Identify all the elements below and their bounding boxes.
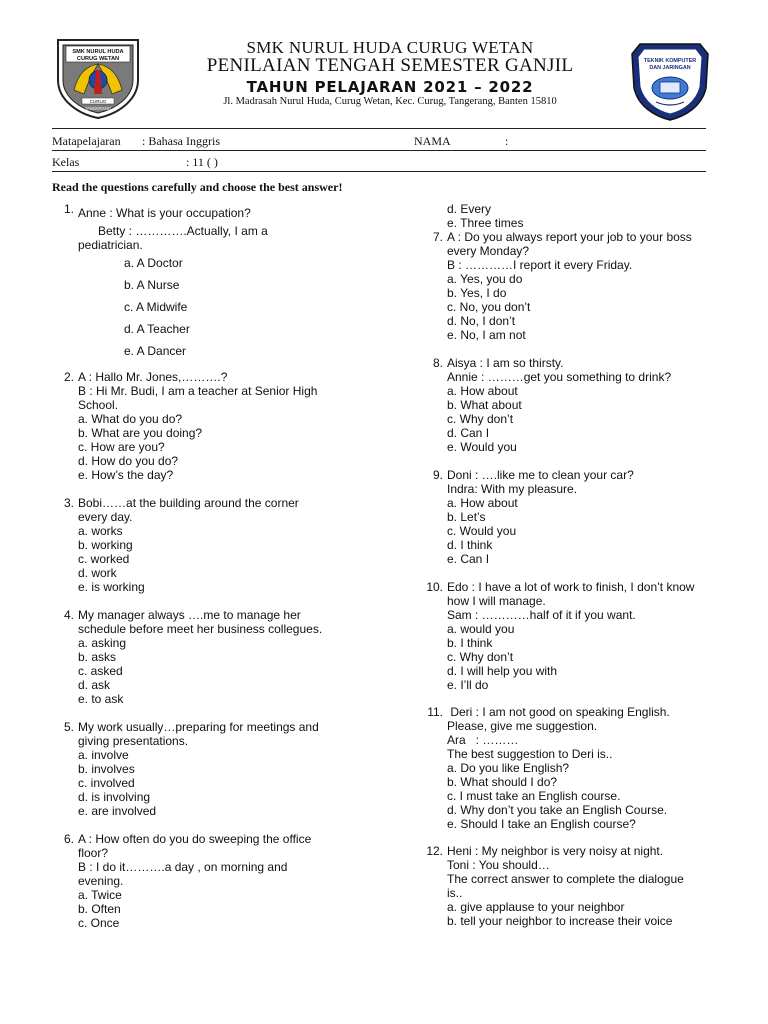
question-number: 6. bbox=[63, 832, 74, 846]
question-8 bbox=[423, 356, 671, 454]
info-bottom-divider bbox=[52, 171, 706, 172]
answer-option: a. Yes, you do bbox=[447, 272, 523, 286]
logo-text-city: TANGERANG bbox=[84, 106, 112, 111]
question-text: B : …………I report it every Friday. bbox=[447, 258, 633, 272]
answer-option: a. How about bbox=[447, 384, 518, 398]
question-text: evening. bbox=[78, 874, 124, 888]
question-text: Aisya : I am so thirsty. bbox=[447, 356, 564, 370]
question-number: 7. bbox=[432, 230, 443, 244]
answer-option: d. work bbox=[78, 566, 117, 580]
answer-option: e. are involved bbox=[78, 804, 157, 818]
answer-option: b. working bbox=[78, 538, 133, 552]
answer-option: b. involves bbox=[78, 762, 135, 776]
question-text: Please, give me suggestion. bbox=[447, 719, 598, 733]
instruction: Read the questions carefully and choose the best answer! bbox=[52, 180, 343, 194]
question-text: floor? bbox=[78, 846, 109, 860]
answer-option: d. Can I bbox=[447, 426, 490, 440]
question-text: My work usually…preparing for meetings and bbox=[78, 720, 319, 734]
question-text: every Monday? bbox=[447, 244, 530, 258]
question-number: 10. bbox=[426, 580, 443, 594]
question-text: giving presentations. bbox=[78, 734, 189, 748]
name-value: : bbox=[505, 134, 509, 148]
answer-option: b. What are you doing? bbox=[78, 426, 203, 440]
answer-option: c. Would you bbox=[447, 524, 517, 538]
info-divider bbox=[52, 150, 706, 151]
answer-option: c. How are you? bbox=[78, 440, 165, 454]
answer-option: c. No, you don’t bbox=[447, 300, 531, 314]
question-text: My manager always ….me to manage her bbox=[78, 608, 301, 622]
answer-option: d. How do you do? bbox=[78, 454, 179, 468]
answer-option: d. I will help you with bbox=[447, 664, 558, 678]
school-name: SMK NURUL HUDA CURUG WETAN bbox=[246, 38, 534, 57]
name-label: NAMA bbox=[414, 134, 451, 148]
school-shield-logo bbox=[52, 36, 144, 120]
question-text: Heni : My neighbor is very noisy at night. bbox=[447, 844, 664, 858]
subject-value: : Bahasa Inggris bbox=[142, 134, 220, 148]
answer-option: c. involved bbox=[78, 776, 135, 790]
answer-option: c. asked bbox=[78, 664, 123, 678]
question-text: Deri : I am not good on speaking English. bbox=[447, 705, 670, 719]
question-text: A : Hallo Mr. Jones,……….? bbox=[78, 370, 228, 384]
school-address: Jl. Madrasah Nurul Huda, Curug Wetan, Kec. Curug, Tangerang, Banten 15810 bbox=[223, 96, 557, 107]
answer-option: d. Why don’t you take an English Course. bbox=[447, 803, 668, 817]
question-text: The best suggestion to Deri is.. bbox=[447, 747, 613, 761]
answer-option: e. A Dancer bbox=[124, 344, 187, 358]
academic-year: TAHUN PELAJARAN 2021 – 2022 bbox=[246, 78, 534, 96]
answer-option: b. asks bbox=[78, 650, 117, 664]
question-text: B : Hi Mr. Budi, I am a teacher at Senior High bbox=[78, 384, 318, 398]
question-12 bbox=[423, 844, 684, 928]
answer-option: b. What about bbox=[447, 398, 522, 412]
question-9 bbox=[423, 468, 634, 566]
answer-option: c. I must take an English course. bbox=[447, 789, 621, 803]
answer-option: e. Three times bbox=[447, 216, 524, 230]
question-6 bbox=[54, 832, 311, 930]
answer-option: d. A Teacher bbox=[124, 322, 190, 336]
question-text: Sam : …………half of it if you want. bbox=[447, 608, 636, 622]
logo-text-school: SMK NURUL HUDA bbox=[72, 49, 124, 55]
answer-option: b. tell your neighbor to increase their voice bbox=[447, 914, 673, 928]
question-text: Anne : What is your occupation? bbox=[78, 206, 251, 220]
class-label: Kelas bbox=[52, 155, 80, 169]
question-text: Indra: With my pleasure. bbox=[447, 482, 578, 496]
answer-option: e. No, I am not bbox=[447, 328, 526, 342]
answer-option: a. What do you do? bbox=[78, 412, 183, 426]
answer-option: e. Would you bbox=[447, 440, 517, 454]
class-value: : 11 ( ) bbox=[186, 155, 218, 169]
question-text: A : Do you always report your job to your boss bbox=[447, 230, 692, 244]
header-divider bbox=[52, 128, 706, 129]
subject-label: Matapelajaran bbox=[52, 134, 121, 148]
department-badge-logo bbox=[630, 42, 710, 122]
answer-option: e. is working bbox=[78, 580, 145, 594]
answer-option: b. I think bbox=[447, 636, 493, 650]
answer-option: a. give applause to your neighbor bbox=[447, 900, 625, 914]
answer-option: a. asking bbox=[78, 636, 127, 650]
question-number: 11. bbox=[427, 705, 443, 719]
question-text: is.. bbox=[447, 886, 463, 900]
answer-option: e. I’ll do bbox=[447, 678, 489, 692]
question-1 bbox=[54, 202, 268, 362]
logo-text-curug: CURUG bbox=[89, 99, 107, 104]
question-text: The correct answer to complete the dialogue bbox=[447, 872, 684, 886]
answer-option: b. Yes, I do bbox=[447, 286, 507, 300]
question-number: 4. bbox=[63, 608, 74, 622]
question-text: every day. bbox=[78, 510, 133, 524]
question-text: how I will manage. bbox=[447, 594, 546, 608]
question-text: Doni : ….like me to clean your car? bbox=[447, 468, 634, 482]
question-text: Annie : ………get you something to drink? bbox=[447, 370, 672, 384]
answer-option: a. How about bbox=[447, 496, 518, 510]
answer-option: c. Why don’t bbox=[447, 650, 514, 664]
question-number: 2. bbox=[63, 370, 74, 384]
answer-option: c. Why don’t bbox=[447, 412, 514, 426]
question-text: Betty : ………….Actually, I am a bbox=[98, 224, 268, 238]
answer-option: a. works bbox=[78, 524, 123, 538]
question-11 bbox=[423, 705, 670, 831]
answer-option: c. Once bbox=[78, 916, 120, 930]
answer-option: a. Do you like English? bbox=[447, 761, 570, 775]
question-text: Edo : I have a lot of work to finish, I don’t know bbox=[447, 580, 695, 594]
question-number: 12. bbox=[426, 844, 443, 858]
question-text: A : How often do you do sweeping the office bbox=[78, 832, 312, 846]
answer-option: d. Every bbox=[447, 202, 492, 216]
answer-option: b. Often bbox=[78, 902, 121, 916]
question-text: School. bbox=[78, 398, 119, 412]
answer-option: a. would you bbox=[447, 622, 515, 636]
question-text: pediatrician. bbox=[78, 238, 143, 252]
question-6-continued bbox=[423, 202, 523, 230]
answer-option: e. Should I take an English course? bbox=[447, 817, 636, 831]
logo-text-place: CURUG WETAN bbox=[76, 56, 120, 62]
question-text: Toni : You should… bbox=[447, 858, 550, 872]
question-5 bbox=[54, 720, 319, 818]
question-number: 3. bbox=[63, 496, 74, 510]
question-4 bbox=[54, 608, 322, 706]
question-number: 9. bbox=[432, 468, 443, 482]
question-number: 8. bbox=[432, 356, 443, 370]
question-2 bbox=[54, 370, 317, 482]
answer-option: d. is involving bbox=[78, 790, 151, 804]
answer-option: d. No, I don’t bbox=[447, 314, 516, 328]
answer-option: c. worked bbox=[78, 552, 130, 566]
question-text: Ara : ……… bbox=[447, 733, 519, 747]
answer-option: e. to ask bbox=[78, 692, 124, 706]
question-10 bbox=[423, 580, 694, 692]
badge-text-line1: TEKNIK KOMPUTER bbox=[643, 58, 697, 64]
answer-option: a. Twice bbox=[78, 888, 122, 902]
question-7 bbox=[423, 230, 692, 342]
answer-option: a. involve bbox=[78, 748, 129, 762]
answer-option: c. A Midwife bbox=[124, 300, 188, 314]
answer-option: e. Can I bbox=[447, 552, 490, 566]
answer-option: b. What should I do? bbox=[447, 775, 558, 789]
question-text: Bobi……at the building around the corner bbox=[78, 496, 299, 510]
answer-option: b. Let’s bbox=[447, 510, 486, 524]
question-text: schedule before meet her business collegues. bbox=[78, 622, 323, 636]
question-number: 1. bbox=[63, 202, 74, 216]
answer-option: a. A Doctor bbox=[124, 256, 183, 270]
question-3 bbox=[54, 496, 299, 594]
question-text: B : I do it……….a day , on morning and bbox=[78, 860, 288, 874]
answer-option: b. A Nurse bbox=[124, 278, 180, 292]
answer-option: d. ask bbox=[78, 678, 111, 692]
answer-option: e. How’s the day? bbox=[78, 468, 174, 482]
exam-title: PENILAIAN TENGAH SEMESTER GANJIL bbox=[206, 55, 574, 76]
badge-text-line2: DAN JARINGAN bbox=[649, 65, 691, 71]
question-number: 5. bbox=[63, 720, 74, 734]
answer-option: d. I think bbox=[447, 538, 493, 552]
